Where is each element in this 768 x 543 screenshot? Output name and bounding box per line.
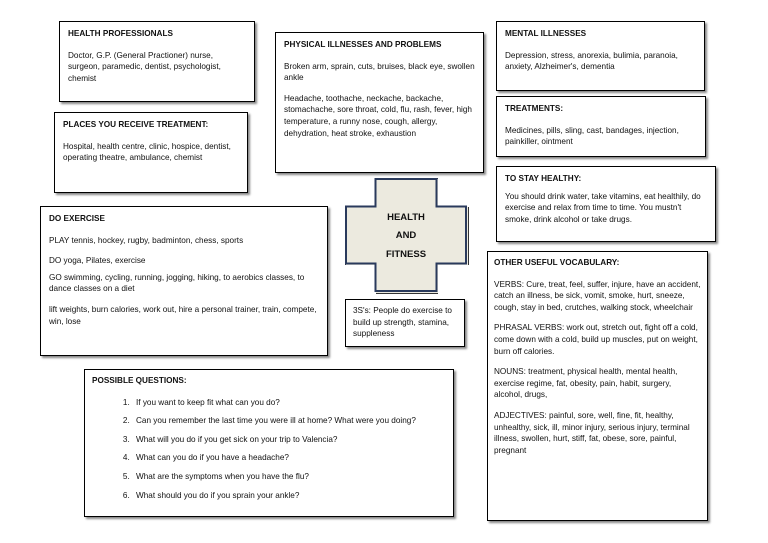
mental-illnesses-box	[496, 21, 705, 91]
center-line-3: FITNESS	[385, 249, 427, 260]
physical-illnesses-box	[275, 32, 484, 173]
three-s-box	[345, 299, 465, 347]
vocabulary-title: OTHER USEFUL VOCABULARY:	[494, 258, 620, 267]
vocabulary-adjectives: ADJECTIVES: painful, sore, well, fine, fit, healthy, unhealthy, sick, ill, minor injury, serious injury, terminal illness, swollen, hurt, stiff, fat, obese, sore, painful, pregnant	[494, 410, 690, 455]
health-professionals-text: Doctor, G.P. (General Practioner) nurse, surgeon, paramedic, dentist, psychologist, chemist	[68, 50, 221, 83]
possible-questions-box	[84, 369, 454, 517]
stay-healthy-text: You should drink water, take vitamins, eat healthily, do exercise and relax from time to time. You mustn't smoke, drink alcohol or take drugs.	[505, 191, 701, 224]
do-exercise-do: DO yoga, Pilates, exercise	[49, 256, 146, 266]
do-exercise-play: PLAY tennis, hockey, rugby, badminton, chess, sports	[49, 235, 244, 245]
question-item: 3. What will you do if you get sick on your trip to Valencia?	[132, 434, 446, 446]
do-exercise-other: lift weights, burn calories, work out, hire a personal trainer, train, compete, win, lose	[49, 304, 317, 326]
mental-illnesses-title: MENTAL ILLNESSES	[505, 29, 587, 38]
places-treatment-box	[54, 112, 248, 193]
stay-healthy-box	[496, 166, 716, 242]
question-item: 4. What can you do if you have a headache?	[132, 452, 446, 464]
question-item: 5. What are the symptoms when you have the flu?	[132, 471, 446, 483]
questions-list	[92, 397, 446, 502]
question-item: 1. If you want to keep fit what can you do?	[132, 397, 446, 409]
health-and-fitness-cross	[345, 178, 467, 292]
three-s-text: 3S's: People do exercise to build up strength, stamina, suppleness	[353, 306, 452, 339]
health-professionals-box	[59, 21, 255, 102]
do-exercise-box	[40, 206, 328, 356]
treatments-box	[496, 96, 706, 157]
do-exercise-go: GO swimming, cycling, running, jogging, hiking, to aerobics classes, to dance classes on a diet	[49, 272, 305, 294]
places-treatment-text: Hospital, health centre, clinic, hospice, dentist, operating theatre, ambulance, chemist	[63, 141, 231, 163]
question-item: 2. Can you remember the last time you were ill at home? What were you doing?	[132, 415, 446, 427]
mental-illnesses-text: Depression, stress, anorexia, bulimia, paranoia, anxiety, Alzheimer's, dementia	[505, 50, 678, 72]
do-exercise-title: DO EXERCISE	[49, 214, 105, 223]
question-item: 6. What should you do if you sprain your ankle?	[132, 490, 446, 502]
center-line-1: HEALTH	[387, 212, 425, 223]
health-professionals-title: HEALTH PROFESSIONALS	[68, 29, 173, 38]
treatments-title: TREATMENTS:	[505, 104, 564, 113]
stay-healthy-title: TO STAY HEALTHY:	[505, 174, 582, 183]
vocabulary-box	[487, 251, 708, 521]
vocabulary-phrasal-verbs: PHRASAL VERBS: work out, stretch out, fight off a cold, come down with a cold, build up muscles, put on weight, burn off calories.	[494, 323, 698, 356]
treatments-text: Medicines, pills, sling, cast, bandages, injection, painkiller, ointment	[505, 125, 679, 147]
possible-questions-title: POSSIBLE QUESTIONS:	[92, 376, 187, 385]
physical-illnesses-title: PHYSICAL ILLNESSES AND PROBLEMS	[284, 40, 442, 49]
places-treatment-title: PLACES YOU RECEIVE TREATMENT:	[63, 120, 209, 129]
physical-illnesses-text: Headache, toothache, neckache, backache, stomachache, sore throat, cold, flu, rash, fever, high temperature, a runny nose, cough, allergy, dehydration, heat stroke, exhaustion	[284, 93, 472, 138]
center-line-2: AND	[395, 230, 417, 241]
vocabulary-verbs: VERBS: Cure, treat, feel, suffer, injure, have an accident, catch an illness, be sick, vomit, smoke, hurt, sneeze, cough, stay in bed, crutches, walking stock, wheelchair	[494, 279, 701, 312]
physical-injuries-text: Broken arm, sprain, cuts, bruises, black eye, swollen ankle	[284, 61, 475, 83]
vocabulary-nouns: NOUNS: treatment, physical health, mental health, exercise regime, fat, obesity, pain, habit, surgery, alcohol, drugs,	[494, 367, 678, 400]
